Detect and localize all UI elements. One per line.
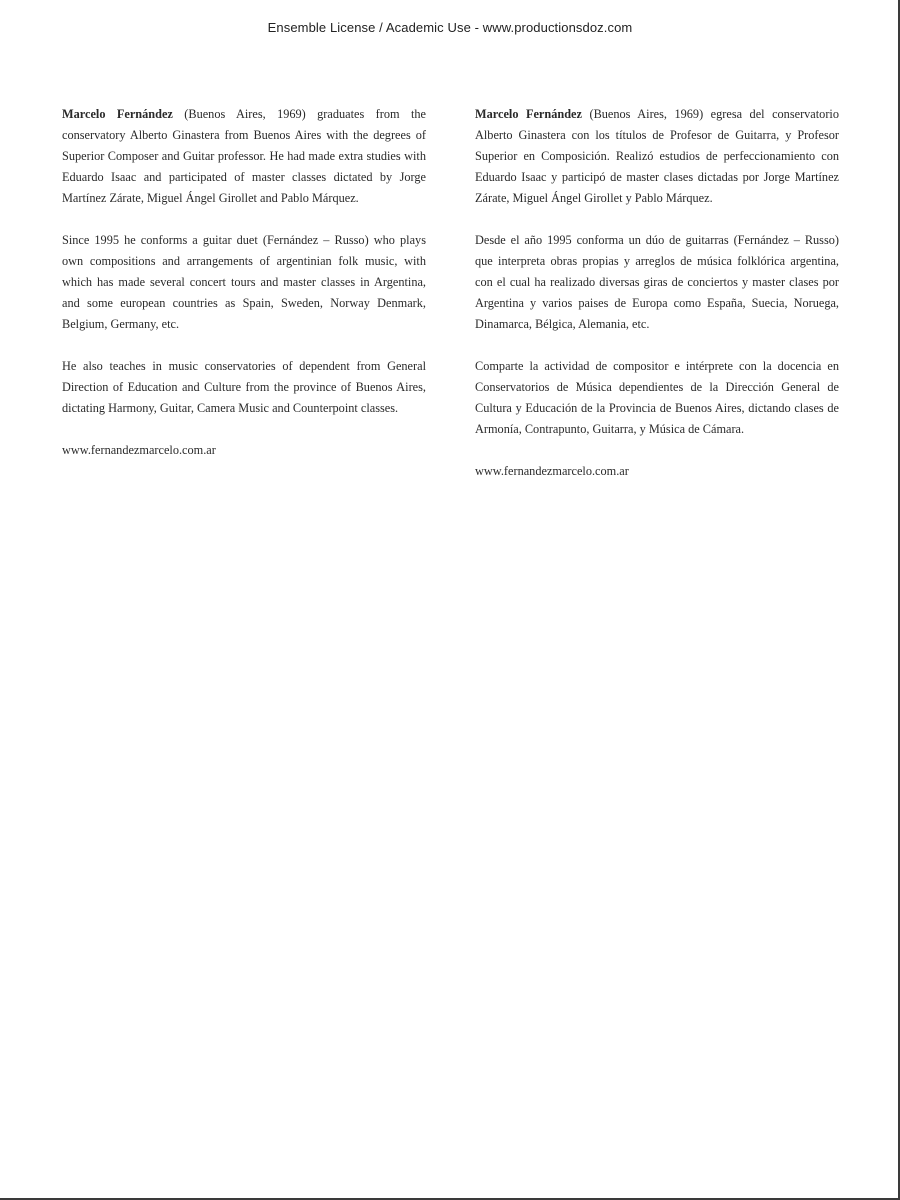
english-biography-column bbox=[62, 104, 426, 482]
english-bio-paragraph-3: He also teaches in music conservatories of dependent from General Direction of Education and Culture from the province of Buenos Aires, dictating Harmony, Guitar, Camera Music and Counterpoint classes. bbox=[62, 359, 426, 415]
spanish-bio-paragraph-1 bbox=[475, 104, 839, 209]
spanish-website-link[interactable]: www.fernandezmarcelo.com.ar bbox=[475, 464, 629, 478]
license-header: Ensemble License / Academic Use - www.productionsdoz.com bbox=[267, 20, 633, 35]
english-bio-paragraph-1-text: (Buenos Aires, 1969) graduates from the conservatory Alberto Ginastera from Buenos Aires with the degrees of Superior Composer and Guitar professor. He had made extra studies with Eduardo Isaac and participated of master classes dictated by Jorge Martínez Zárate, Miguel Ángel Girollet and Pablo Márquez. bbox=[62, 107, 426, 205]
spanish-biography-column bbox=[475, 104, 839, 503]
english-website-link[interactable]: www.fernandezmarcelo.com.ar bbox=[62, 443, 216, 457]
spanish-bio-paragraph-3: Comparte la actividad de compositor e intérprete con la docencia en Conservatorios de Música dependientes de la Dirección General de Cultura y Educación de la Provincia de Buenos Aires, dictando clases de Armonía, Contrapunto, Guitarra, y Música de Cámara. bbox=[475, 359, 839, 436]
english-composer-name: Marcelo Fernández bbox=[62, 107, 173, 121]
spanish-bio-paragraph-2: Desde el año 1995 conforma un dúo de guitarras (Fernández – Russo) que interpreta obras propias y arreglos de música folklórica argentina, con el cual ha realizado diversas giras de conciertos y master clases por Argentina y varios paises de Europa como España, Suecia, Noruega, Dinamarca, Bélgica, Alemania, etc. bbox=[475, 233, 839, 331]
spanish-bio-paragraph-1-text: (Buenos Aires, 1969) egresa del conservatorio Alberto Ginastera con los títulos de Profesor de Guitarra, y Profesor Superior en Composición. Realizó estudios de perfeccionamiento con Eduardo Isaac y participó de master clases dictadas por Jorge Martínez Zárate, Miguel Ángel Girollet y Pablo Márquez. bbox=[475, 107, 839, 205]
spanish-composer-name: Marcelo Fernández bbox=[475, 107, 582, 121]
english-bio-paragraph-2: Since 1995 he conforms a guitar duet (Fernández – Russo) who plays own compositions and arrangements of argentinian folk music, with which has made several concert tours and master classes in Argentina, and some european countries as Spain, Sweden, Norway Denmark, Belgium, Germany, etc. bbox=[62, 233, 426, 331]
english-bio-paragraph-1 bbox=[62, 104, 426, 209]
